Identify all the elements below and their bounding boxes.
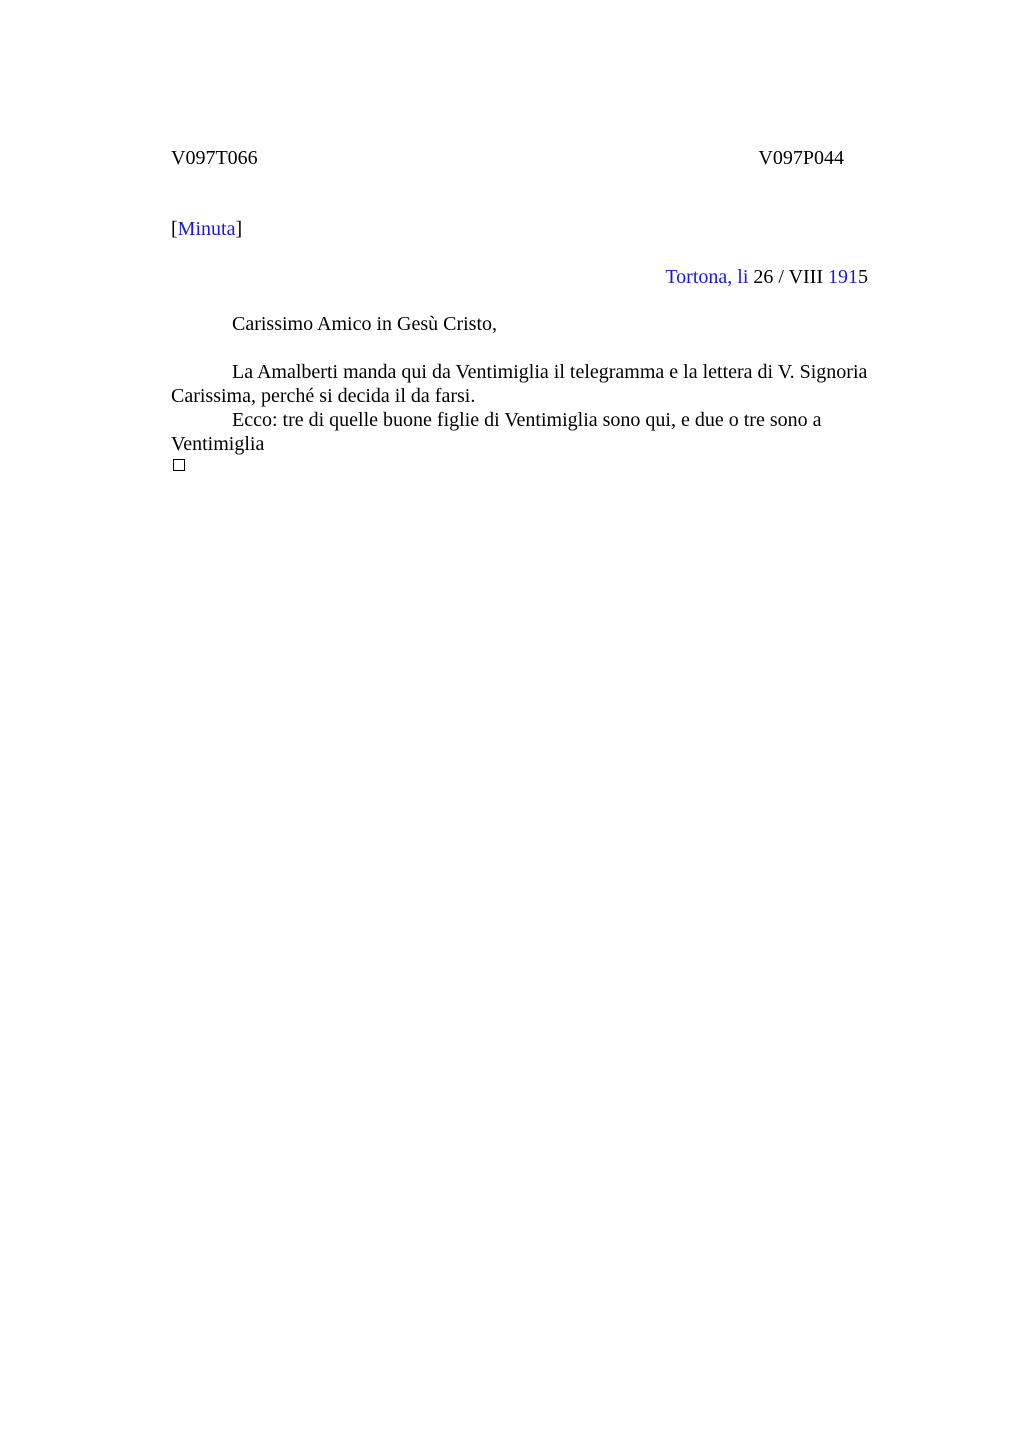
square-icon: [173, 459, 185, 471]
document-code-right: V097P044: [758, 147, 844, 169]
letter-body: [171, 360, 901, 456]
document-code-left: V097T066: [171, 147, 258, 169]
bracket-close: ]: [235, 218, 243, 240]
paragraph: La Amalberti manda qui da Ventimiglia il telegramma e la lettera di V. Signoria Carissima, perché si decida il da farsi.: [171, 361, 868, 407]
dateline-place: Tortona, li: [665, 266, 749, 288]
dateline-year-suffix: 5: [858, 266, 868, 288]
dateline-day-month: 26 / VIII: [748, 266, 828, 288]
note-label: Minuta: [177, 218, 236, 240]
salutation: Carissimo Amico in Gesù Cristo,: [232, 313, 497, 335]
dateline: [171, 265, 868, 289]
document-header: [171, 146, 844, 170]
document-type-note: [171, 217, 242, 241]
paragraph: Ecco: tre di quelle buone figlie di Ventimiglia sono qui, e due o tre sono a Ventimiglia: [171, 409, 822, 455]
dateline-year-prefix: 191: [828, 266, 858, 288]
bracket-open: [: [171, 218, 178, 240]
